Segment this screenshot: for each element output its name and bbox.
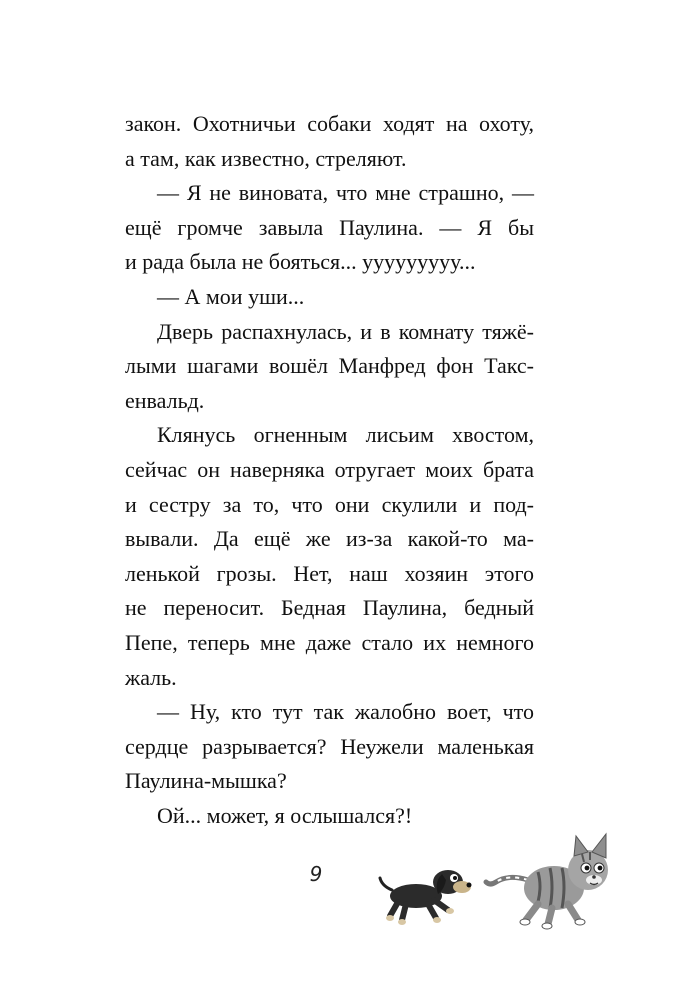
text-line: вывали. Да ещё же из-за какой-то ма- <box>125 526 534 552</box>
text-line: жаль. <box>125 664 177 690</box>
text-line: енвальд. <box>125 387 205 413</box>
text-line: сейчас он наверняка отругает моих брата <box>125 456 534 482</box>
running-cat-illustration <box>482 830 618 930</box>
running-dog-illustration <box>378 860 474 930</box>
text-line: ленькой грозы. Нет, наш хозяин этого <box>125 560 534 586</box>
text-line: Дверь распахнулась, и в комнату тяжё- <box>157 318 534 344</box>
text-line: закон. Охотничьи собаки ходят на охоту, <box>125 111 534 136</box>
text-line: — Ну, кто тут так жалобно воет, что <box>157 699 534 725</box>
page-number: 9 <box>309 862 323 886</box>
text-line: и рада была не бояться... ууууууууу... <box>125 249 476 275</box>
text-line: — А мои уши... <box>157 283 305 309</box>
text-line: лыми шагами вошёл Манфред фон Такс- <box>125 353 534 379</box>
body-text <box>125 107 534 833</box>
text-line: сердце разрывается? Неужели маленькая <box>125 733 534 759</box>
text-line: Ой... может, я ослышался?! <box>157 802 413 828</box>
text-line: и сестру за то, что они скулили и под- <box>125 491 534 517</box>
text-line: Паулина-мышка? <box>125 768 287 794</box>
text-line: Пепе, теперь мне даже стало их немного <box>125 629 534 655</box>
text-line: Клянусь огненным лисьим хвостом, <box>157 422 534 448</box>
text-line: — Я не виновата, что мне страшно, — <box>157 180 534 206</box>
text-line: а там, как известно, стреляют. <box>125 145 407 171</box>
text-line: не переносит. Бедная Паулина, бедный <box>125 595 534 621</box>
text-line: ещё громче завыла Паулина. — Я бы <box>125 214 534 240</box>
